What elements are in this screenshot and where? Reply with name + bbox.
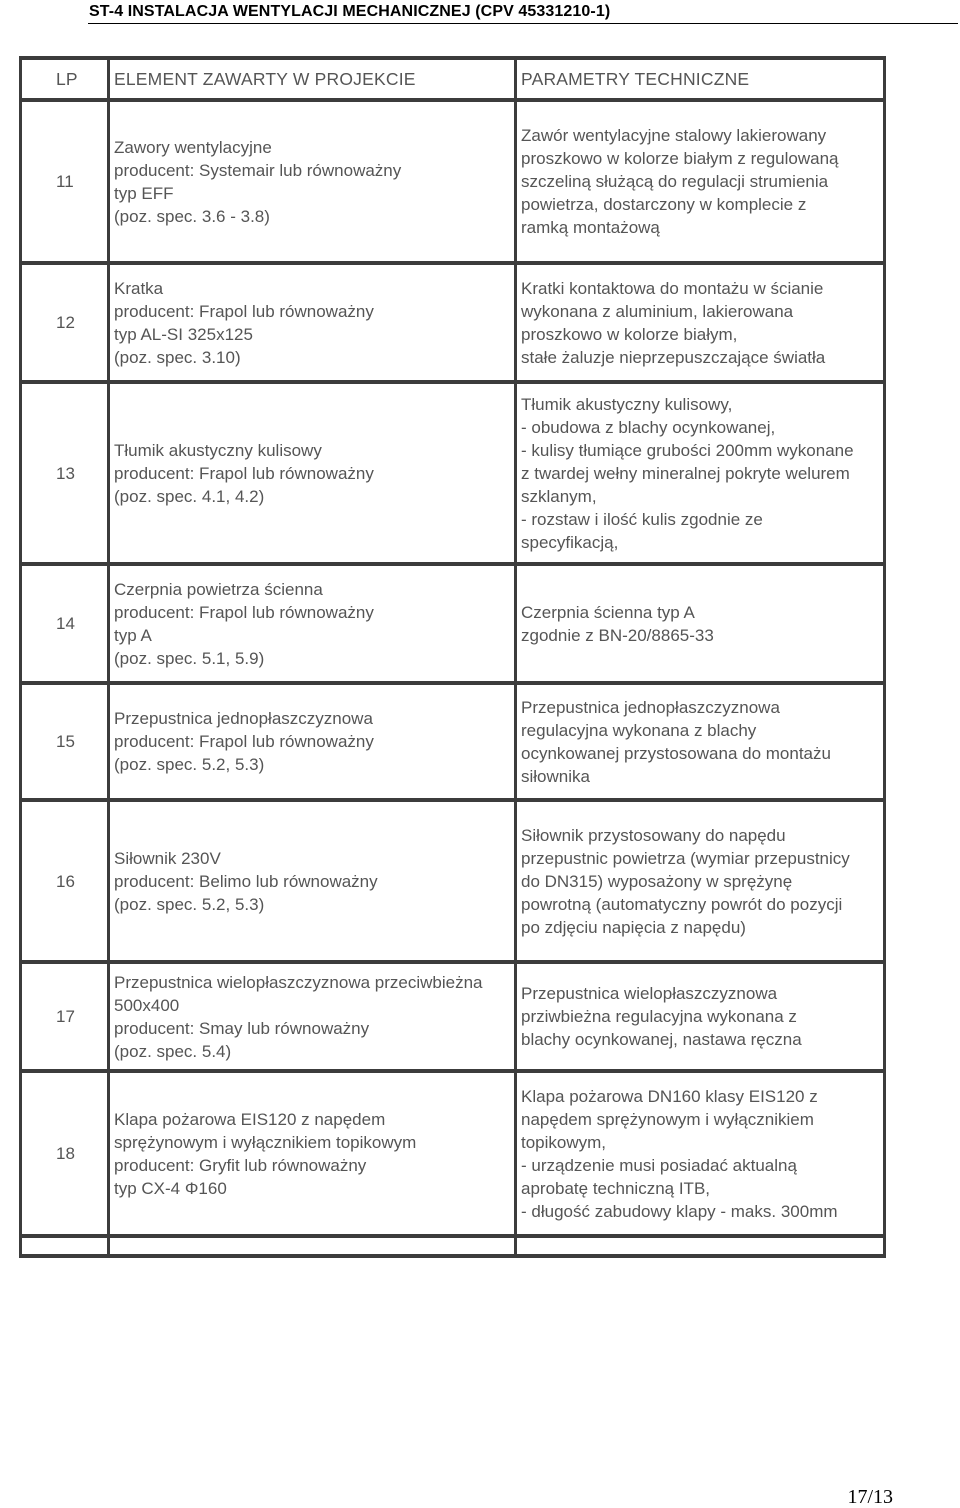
cell-text-line: proszkowo w kolorze białym, xyxy=(521,324,738,344)
cell-text-line: Przepustnica jednopłaszczyznowa xyxy=(114,709,373,728)
row-lp-cell: 16 xyxy=(22,802,107,960)
cell-text-line: producent: Frapol lub równoważny xyxy=(114,732,374,751)
cell-text-line: Klapa pożarowa DN160 klasy EIS120 z xyxy=(521,1086,818,1106)
row-params-cell xyxy=(517,265,883,380)
cell-text-line: Tłumik akustyczny kulisowy xyxy=(114,440,322,460)
cell-text-line: Zawory wentylacyjne xyxy=(114,137,272,157)
cell-text-line: Klapa pożarowa EIS120 z napędem xyxy=(114,1109,386,1129)
table-row xyxy=(22,964,883,1069)
row-params-cell xyxy=(517,964,883,1069)
cell-text-line: ramką montażową xyxy=(521,218,660,237)
cell-text-line: ocynkowanej przystosowana do montażu xyxy=(521,743,831,763)
row-element-cell xyxy=(110,685,514,798)
cell-text-line: przepustnic powietrza (wymiar przepustnicy xyxy=(521,848,850,868)
specification-table xyxy=(19,56,886,1258)
column-header-params: PARAMETRY TECHNICZNE xyxy=(517,60,883,98)
cell-text-line: Siłownik przystosowany do napędu xyxy=(521,825,786,845)
row-params-cell xyxy=(517,384,883,562)
row-params-cell xyxy=(517,1073,883,1234)
cell-text-line: blachy ocynkowanej, nastawa ręczna xyxy=(521,1030,802,1049)
table-body xyxy=(22,102,883,1254)
cell-text-line: sprężynowym i wyłącznikiem topikowym xyxy=(114,1132,417,1152)
column-header-lp: LP xyxy=(22,60,107,98)
row-lp-cell: 15 xyxy=(22,685,107,798)
table-header-row xyxy=(22,60,883,98)
cell-text-line: aprobatę techniczną ITB, xyxy=(521,1178,711,1198)
cell-text-line: producent: Frapol lub równoważny xyxy=(114,463,374,483)
empty-cell xyxy=(517,1238,883,1254)
row-element-cell xyxy=(110,566,514,681)
cell-text-line: producent: Belimo lub równoważny xyxy=(114,871,378,891)
cell-text-line: (poz. spec. 3.6 - 3.8) xyxy=(114,206,270,226)
table-row xyxy=(22,802,883,960)
row-params-cell xyxy=(517,685,883,798)
cell-text-line: szklanym, xyxy=(521,486,597,506)
table-row xyxy=(22,1073,883,1234)
row-lp-cell: 12 xyxy=(22,265,107,380)
table-row xyxy=(22,566,883,681)
cell-text-line: producent: Smay lub równoważny xyxy=(114,1018,370,1038)
cell-text-line: Siłownik 230V xyxy=(114,848,221,868)
cell-text-line: regulacyjna wykonana z blachy xyxy=(521,720,757,740)
table-row xyxy=(22,102,883,261)
row-params-cell xyxy=(517,566,883,681)
row-element-cell xyxy=(110,1073,514,1234)
cell-text-line: - długość zabudowy klapy - maks. 300mm xyxy=(521,1201,838,1221)
table-row xyxy=(22,265,883,380)
cell-text-line: Przepustnica jednopłaszczyznowa xyxy=(521,697,780,717)
cell-text-line: szczeliną służącą do regulacji strumienia xyxy=(521,172,829,191)
cell-text-line: (poz. spec. 5.1, 5.9) xyxy=(114,648,265,668)
cell-text-line: Zawór wentylacyjne stalowy lakierowany xyxy=(521,126,827,145)
cell-text-line: typ AL-SI 325x125 xyxy=(114,324,253,344)
row-lp-cell: 18 xyxy=(22,1073,107,1234)
row-element-cell xyxy=(110,964,514,1069)
cell-text-line: Czerpnia powietrza ścienna xyxy=(114,579,323,599)
cell-text-line: powietrza, dostarczony w komplecie z xyxy=(521,195,807,214)
table-empty-row xyxy=(22,1238,883,1254)
cell-text-line: producent: Frapol lub równoważny xyxy=(114,301,374,321)
cell-text-line: powrotną (automatyczny powrót do pozycji xyxy=(521,894,843,914)
cell-text-line: typ A xyxy=(114,625,152,645)
row-lp-cell: 17 xyxy=(22,964,107,1069)
cell-text-line: proszkowo w kolorze białym z regulowaną xyxy=(521,149,839,168)
cell-text-line: Kratki kontaktowa do montażu w ścianie xyxy=(521,278,824,298)
page-header-title: ST-4 INSTALACJA WENTYLACJI MECHANICZNEJ (CPV 45331210-1) xyxy=(89,3,611,20)
row-lp-cell: 14 xyxy=(22,566,107,681)
cell-text-line: wykonana z aluminium, lakierowana xyxy=(521,301,794,321)
row-element-cell xyxy=(110,384,514,562)
header-divider xyxy=(88,23,958,24)
cell-text-line: - urządzenie musi posiadać aktualną xyxy=(521,1155,797,1175)
cell-text-line: - obudowa z blachy ocynkowanej, xyxy=(521,417,776,437)
row-lp-cell: 13 xyxy=(22,384,107,562)
row-element-cell xyxy=(110,802,514,960)
cell-text-line: prziwbieżna regulacyjna wykonana z xyxy=(521,1007,797,1026)
cell-text-line: (poz. spec. 4.1, 4.2) xyxy=(114,486,265,506)
empty-cell xyxy=(22,1238,107,1254)
row-params-cell xyxy=(517,802,883,960)
cell-text-line: 500x400 xyxy=(114,995,180,1015)
specification-table-frame xyxy=(19,57,886,1256)
cell-text-line: Przepustnica wielopłaszczyznowa xyxy=(521,984,778,1003)
cell-text-line: topikowym, xyxy=(521,1132,607,1152)
cell-text-line: stałe żaluzje nieprzepuszczające światła xyxy=(521,347,826,367)
page-number: 17/13 xyxy=(847,1486,893,1508)
row-element-cell xyxy=(110,265,514,380)
cell-text-line: typ EFF xyxy=(114,183,174,203)
cell-text-line: - rozstaw i ilość kulis zgodnie ze xyxy=(521,509,763,529)
cell-text-line: - kulisy tłumiące grubości 200mm wykonane xyxy=(521,440,854,460)
cell-text-line: specyfikacją, xyxy=(521,532,619,552)
cell-text-line: producent: Frapol lub równoważny xyxy=(114,602,374,622)
cell-text-line: (poz. spec. 5.2, 5.3) xyxy=(114,755,265,774)
cell-text-line: Czerpnia ścienna typ A xyxy=(521,602,695,622)
column-header-element: ELEMENT ZAWARTY W PROJEKCIE xyxy=(110,60,514,98)
table-row xyxy=(22,384,883,562)
cell-text-line: Przepustnica wielopłaszczyznowa przeciwbieżna xyxy=(114,972,483,992)
empty-cell xyxy=(110,1238,514,1254)
cell-text-line: (poz. spec. 5.2, 5.3) xyxy=(114,894,265,914)
table-row xyxy=(22,685,883,798)
cell-text-line: (poz. spec. 3.10) xyxy=(114,347,241,367)
cell-text-line: z twardej wełny mineralnej pokryte welurem xyxy=(521,463,850,483)
cell-text-line: siłownika xyxy=(521,766,590,786)
cell-text-line: producent: Systemair lub równoważny xyxy=(114,160,402,180)
cell-text-line: Kratka xyxy=(114,278,164,298)
cell-text-line: typ CX-4 Φ160 xyxy=(114,1178,227,1198)
cell-text-line: do DN315) wyposażony w sprężynę xyxy=(521,871,793,891)
cell-text-line: Tłumik akustyczny kulisowy, xyxy=(521,394,733,414)
row-params-cell xyxy=(517,102,883,261)
cell-text-line: producent: Gryfit lub równoważny xyxy=(114,1155,367,1175)
cell-text-line: po zdjęciu napięcia z napędu) xyxy=(521,917,746,937)
cell-text-line: (poz. spec. 5.4) xyxy=(114,1041,232,1061)
cell-text-line: napędem sprężynowym i wyłącznikiem xyxy=(521,1109,814,1129)
row-element-cell xyxy=(110,102,514,261)
cell-text-line: zgodnie z BN-20/8865-33 xyxy=(521,625,714,645)
row-lp-cell: 11 xyxy=(22,102,107,261)
